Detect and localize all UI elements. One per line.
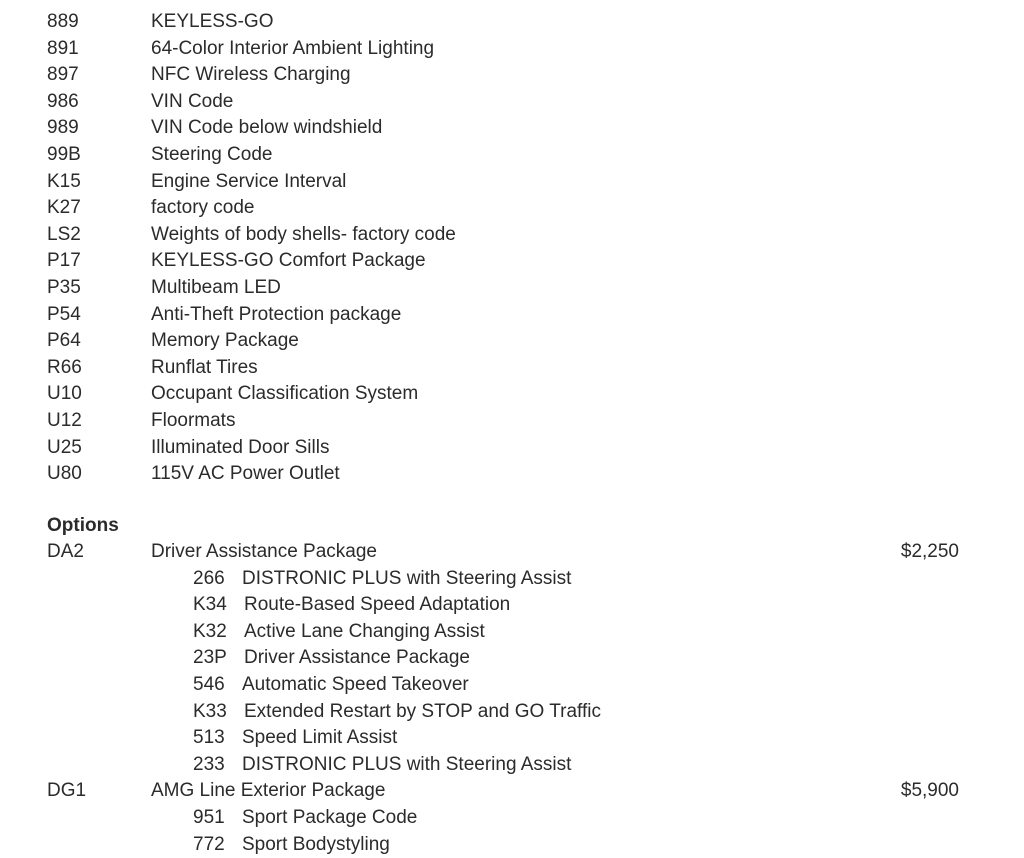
package-item — [0, 832, 1024, 858]
package-item-code: 23P — [193, 647, 227, 669]
code-row — [0, 328, 1024, 355]
options-section — [0, 513, 1024, 540]
code-row — [0, 142, 1024, 169]
package-item — [0, 619, 1024, 646]
package-code: DG1 — [47, 780, 87, 802]
code-description: VIN Code below windshield — [151, 117, 383, 139]
code-description: Weights of body shells- factory code — [151, 223, 456, 245]
package-price: $2,250 — [900, 541, 959, 562]
package-item-code: 546 — [193, 674, 225, 695]
code-label: P64 — [47, 330, 81, 352]
package-item — [0, 805, 1024, 832]
package-item-description: Driver Assistance Package — [244, 647, 470, 669]
code-label: P17 — [47, 250, 81, 272]
code-row — [0, 302, 1024, 329]
package-item — [0, 592, 1024, 619]
package-item — [0, 699, 1024, 726]
package-row — [0, 778, 1024, 805]
package-item-description: Sport Bodystyling — [242, 833, 390, 855]
code-row — [0, 248, 1024, 275]
code-description: KEYLESS-GO — [151, 11, 274, 32]
package-item-code: K34 — [193, 594, 227, 616]
package-item — [0, 645, 1024, 672]
code-label: 889 — [47, 11, 79, 32]
code-label: K27 — [47, 197, 81, 219]
code-description: Anti-Theft Protection package — [151, 303, 402, 325]
code-row — [0, 408, 1024, 435]
code-label: R66 — [47, 356, 82, 378]
code-row — [0, 62, 1024, 89]
package-item-description: Active Lane Changing Assist — [244, 620, 485, 642]
package-row — [0, 539, 1024, 566]
package-item-description: Automatic Speed Takeover — [242, 674, 469, 695]
code-label: 986 — [47, 90, 79, 112]
code-label: P54 — [47, 303, 81, 325]
code-row — [0, 435, 1024, 462]
code-row — [0, 275, 1024, 302]
package-item-code: K32 — [193, 620, 227, 642]
package-item-code: K33 — [193, 700, 227, 722]
code-row — [0, 89, 1024, 116]
code-row — [0, 169, 1024, 196]
package-item — [0, 566, 1024, 593]
package-description: AMG Line Exterior Package — [151, 780, 386, 802]
code-label: 989 — [47, 117, 79, 139]
code-description: 64-Color Interior Ambient Lighting — [151, 37, 435, 59]
options-heading: Options — [47, 514, 119, 536]
code-row — [0, 461, 1024, 488]
code-row — [0, 115, 1024, 142]
package-code: DA2 — [47, 541, 84, 562]
code-description: Steering Code — [151, 144, 273, 165]
code-label: 897 — [47, 64, 79, 86]
code-label: 99B — [47, 144, 81, 165]
package-item — [0, 752, 1024, 779]
code-description: Multibeam LED — [151, 277, 281, 298]
code-description: 115V AC Power Outlet — [151, 463, 340, 485]
package-item-description: Speed Limit Assist — [242, 727, 398, 749]
package-item-description: Route-Based Speed Adaptation — [244, 594, 511, 616]
code-description: Runflat Tires — [151, 356, 258, 378]
code-label: P35 — [47, 277, 81, 298]
code-description: Memory Package — [151, 330, 299, 352]
code-description: Occupant Classification System — [151, 383, 419, 405]
package-item-description: Extended Restart by STOP and GO Traffic — [244, 700, 601, 722]
code-description: VIN Code — [151, 90, 234, 112]
code-row — [0, 381, 1024, 408]
package-item — [0, 672, 1024, 699]
package-description: Driver Assistance Package — [151, 541, 377, 562]
code-description: NFC Wireless Charging — [151, 64, 351, 86]
code-description: Engine Service Interval — [151, 170, 347, 192]
code-label: U25 — [47, 436, 82, 458]
package-item-code: 233 — [193, 753, 225, 775]
package-item-description: DISTRONIC PLUS with Steering Assist — [242, 753, 572, 775]
code-label: 891 — [47, 37, 79, 59]
package-item-code: 266 — [193, 567, 225, 589]
package-price: $5,900 — [900, 780, 959, 802]
package-item-code: 513 — [193, 727, 225, 749]
package-item — [0, 725, 1024, 752]
code-description: Floormats — [151, 410, 236, 431]
code-description: factory code — [151, 197, 255, 219]
code-row — [0, 222, 1024, 249]
code-label: U80 — [47, 463, 82, 485]
code-label: K15 — [47, 170, 81, 192]
package-item-code: 772 — [193, 833, 225, 855]
code-label: LS2 — [47, 223, 81, 245]
code-description: Illuminated Door Sills — [151, 436, 330, 458]
code-description: KEYLESS-GO Comfort Package — [151, 250, 426, 272]
code-row — [0, 195, 1024, 222]
code-label: U12 — [47, 410, 82, 431]
code-row — [0, 355, 1024, 382]
package-item-description: DISTRONIC PLUS with Steering Assist — [242, 567, 572, 589]
code-row — [0, 9, 1024, 36]
code-label: U10 — [47, 383, 82, 405]
package-item-description: Sport Package Code — [242, 807, 418, 828]
code-row — [0, 36, 1024, 63]
package-item-code: 951 — [193, 807, 225, 828]
